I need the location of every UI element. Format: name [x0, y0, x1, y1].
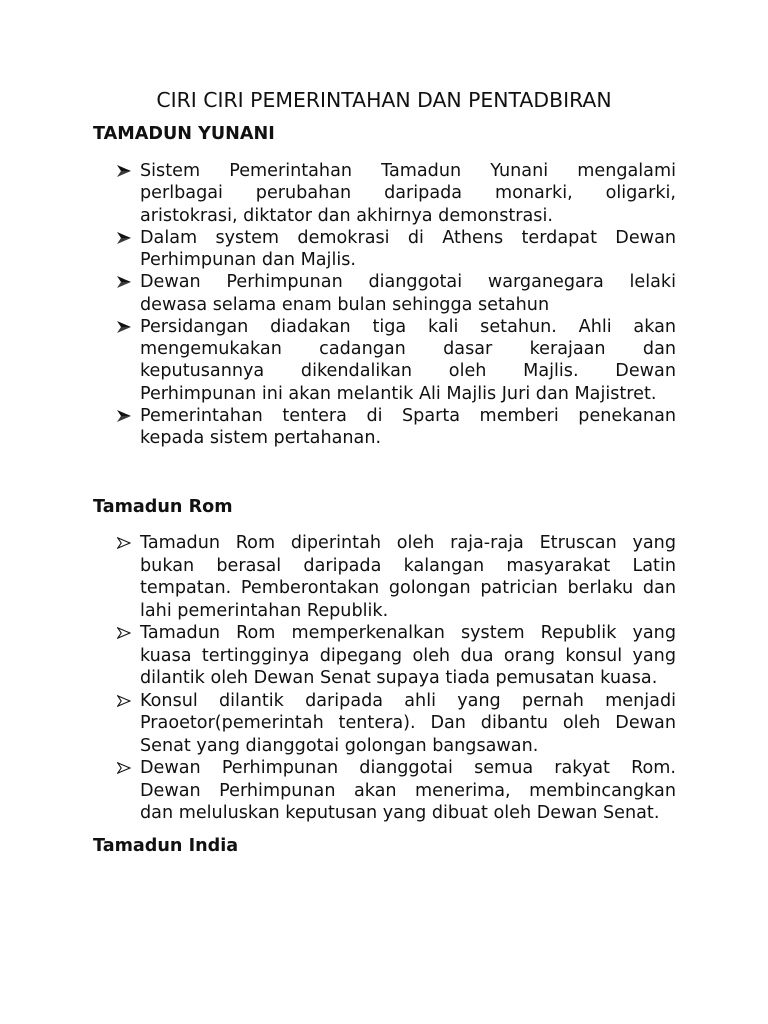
list-item: [140, 271, 676, 316]
text-line: mengemukakan cadangan dasar kerajaan dan: [140, 339, 676, 359]
list-item: [140, 405, 676, 450]
text-line: Dewan Perhimpunan dianggotai semua rakyat Rom.: [140, 758, 676, 778]
list-item: [140, 690, 676, 758]
text-line: Dalam system demokrasi di Athens terdapat Dewan: [140, 227, 676, 248]
section-heading-india: Tamadun India: [93, 836, 239, 856]
filled-arrowhead-icon: [117, 165, 131, 177]
text-line: Tamadun Rom memperkenalkan system Republik yang: [140, 623, 676, 643]
filled-arrowhead-icon: [117, 410, 131, 422]
outline-arrowhead-icon: [117, 627, 131, 639]
outline-arrowhead-icon: [117, 695, 131, 707]
text-line: Dewan Perhimpunan akan menerima, membincangkan: [140, 780, 676, 801]
list-item: [140, 227, 676, 272]
text-line: lahi pemerintahan Republik.: [140, 600, 389, 621]
text-line: Konsul dilantik daripada ahli yang pernah menjadi: [140, 690, 676, 711]
text-line: keputusannya dikendalikan oleh Majlis. Dewan: [140, 361, 676, 382]
text-line: Pemerintahan tentera di Sparta memberi penekanan: [140, 405, 676, 426]
text-line: dilantik oleh Dewan Senat supaya tiada pemusatan kuasa.: [140, 668, 658, 688]
list-item: [140, 622, 676, 690]
bullet-list-yunani: [140, 160, 676, 449]
text-line: dewasa selama enam bulan sehingga setahun: [140, 294, 550, 315]
page-title: CIRI CIRI PEMERINTAHAN DAN PENTADBIRAN: [156, 88, 612, 112]
text-line: tempatan. Pemberontakan golongan patrician berlaku dan: [140, 578, 676, 598]
filled-arrowhead-icon: [117, 232, 131, 244]
list-item: [140, 160, 676, 227]
outline-arrowhead-icon: [117, 762, 131, 774]
filled-arrowhead-icon: [117, 321, 131, 333]
text-line: bukan berasal daripada kalangan masyarakat Latin: [140, 555, 676, 576]
text-line: Persidangan diadakan tiga kali setahun. Ahli akan: [140, 316, 676, 337]
text-line: kuasa tertingginya dipegang oleh dua orang konsul yang: [140, 645, 676, 666]
filled-arrowhead-icon: [117, 276, 131, 288]
text-line: Sistem Pemerintahan Tamadun Yunani mengalami: [140, 161, 676, 181]
text-line: kepada sistem pertahanan.: [140, 428, 382, 448]
list-item: [140, 316, 676, 405]
text-line: perlbagai perubahan daripada monarki, oligarki,: [140, 183, 676, 204]
bullet-list-rom: [140, 532, 676, 825]
text-line: Dewan Perhimpunan dianggotai warganegara lelaki: [140, 272, 676, 293]
list-item: [140, 757, 676, 825]
text-line: aristokrasi, diktator dan akhirnya demonstrasi.: [140, 205, 553, 226]
text-line: Senat yang dianggotai golongan bangsawan.: [140, 735, 539, 756]
section-heading-yunani: TAMADUN YUNANI: [93, 124, 275, 144]
list-item: [140, 532, 676, 622]
text-line: Perhimpunan dan Majlis.: [140, 250, 356, 270]
section-heading-rom: Tamadun Rom: [93, 497, 233, 517]
text-line: Praoetor(pemerintah tentera). Dan dibantu oleh Dewan: [140, 713, 676, 733]
outline-arrowhead-icon: [117, 537, 131, 549]
text-line: Tamadun Rom diperintah oleh raja-raja Etruscan yang: [140, 533, 676, 553]
text-line: Perhimpunan ini akan melantik Ali Majlis Juri dan Majistret.: [140, 383, 657, 404]
text-line: dan meluluskan keputusan yang dibuat oleh Dewan Senat.: [140, 803, 660, 823]
